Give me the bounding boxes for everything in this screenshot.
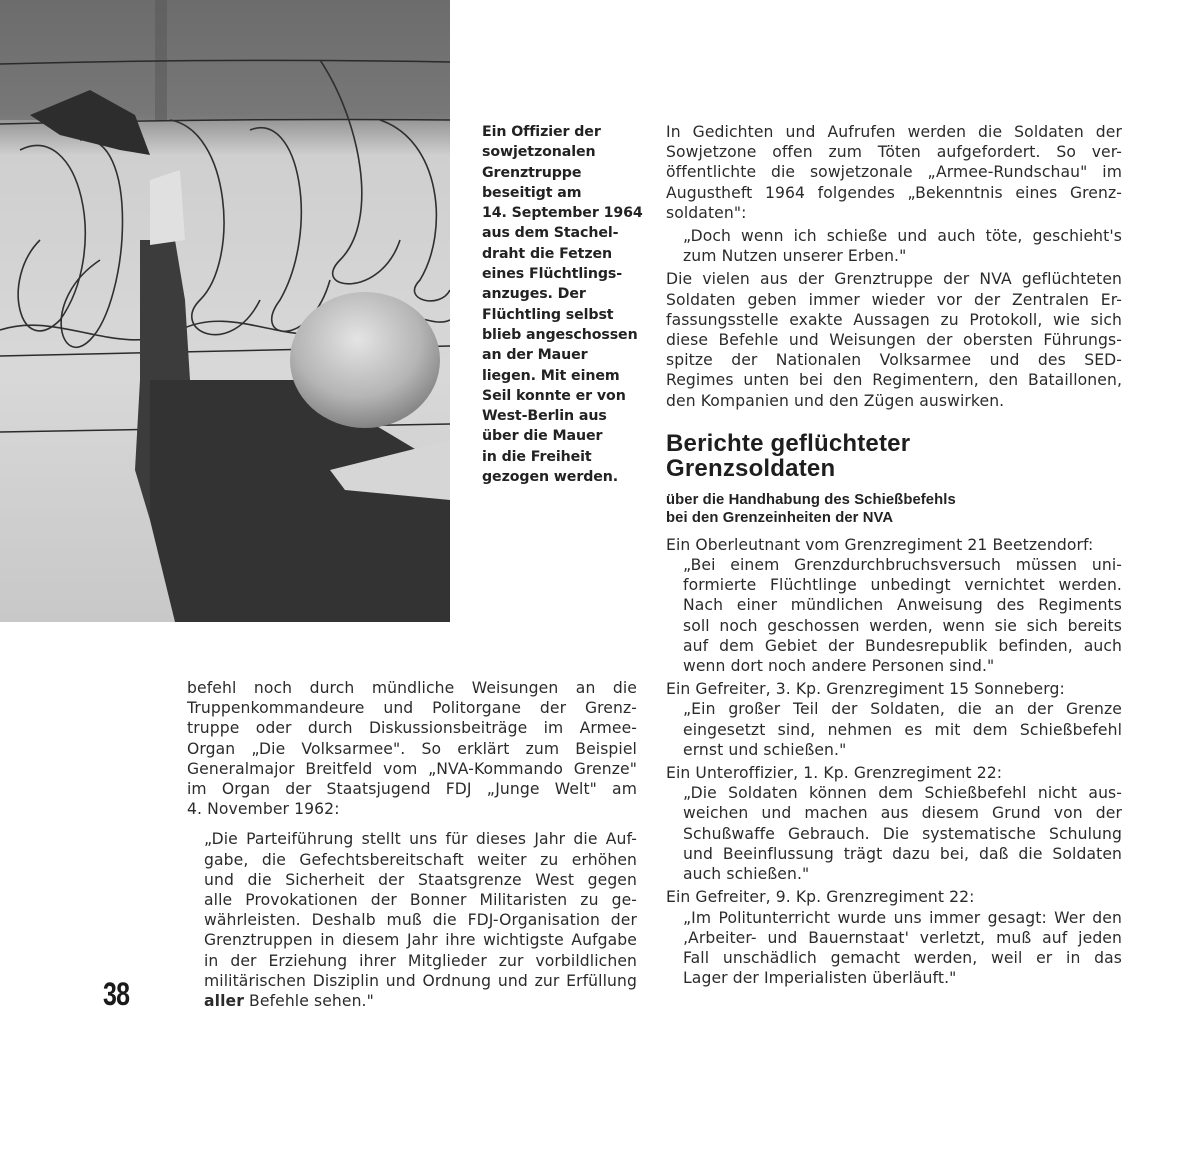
- caption-line: sowjetzonalen: [482, 144, 596, 161]
- text-line: weichen und machen aus diesem Grund von der: [683, 804, 1122, 823]
- hand: [150, 170, 185, 245]
- text-line: formierte Flüchtlinge unbedingt vernichtet werden.: [683, 576, 1122, 595]
- section-heading: [666, 431, 1122, 481]
- text-line: „Die Soldaten können dem Schießbefehl nicht aus-: [683, 784, 1122, 803]
- caption-line: Flüchtling selbst: [482, 306, 614, 323]
- caption-line: West-Berlin aus: [482, 408, 607, 425]
- text-line: soll noch geschossen werden, wenn sie sich bereits: [683, 616, 1122, 635]
- photo-illustration: [0, 0, 450, 622]
- subheading-line: über die Handhabung des Schießbefehls: [666, 491, 956, 508]
- heading-line: Berichte geflüchteter: [666, 429, 911, 457]
- text-fragment: Befehle sehen.": [243, 992, 374, 1011]
- text-line: Generalmajor Breitfeld vom „NVA-Kommando Grenze": [187, 759, 637, 778]
- report-1: [666, 535, 1122, 676]
- helmet: [290, 292, 440, 428]
- text-line: gabe, die Gefechtsbereitschaft weiter zu erhöhen: [204, 850, 637, 869]
- report-quote: [683, 699, 1122, 760]
- fdj-quote: [204, 829, 637, 1011]
- subheading-line: bei den Grenzeinheiten der NVA: [666, 509, 894, 526]
- caption-line: 14. September 1964: [482, 205, 643, 222]
- text-line: „Die Parteiführung stellt uns für dieses Jahr die Auf-: [204, 830, 637, 849]
- text-line: Lager der Imperialisten überläuft.": [683, 969, 957, 988]
- report-speaker: Ein Gefreiter, 9. Kp. Grenzregiment 22:: [666, 888, 975, 907]
- text-line: wenn dort noch andere Personen sind.": [683, 657, 995, 676]
- report-3: [666, 763, 1122, 884]
- text-line: Grenztruppen in diesem Jahr ihre wichtigste Aufgabe: [204, 931, 637, 950]
- report-speaker: Ein Unteroffizier, 1. Kp. Grenzregiment 22:: [666, 764, 1003, 783]
- text-line: „Ein großer Teil der Soldaten, die an der Grenze: [683, 700, 1122, 719]
- text-line: „Im Politunterricht wurde uns immer gesagt: Wer den: [683, 908, 1122, 927]
- heading-line: Grenzsoldaten: [666, 454, 836, 482]
- text-line: ernst und schießen.": [683, 740, 847, 759]
- report-quote: [683, 783, 1122, 884]
- text-line: und die Sicherheit der Staatsgrenze West gegen: [204, 870, 637, 889]
- text-line: militärischen Disziplin und Ordnung und zur Erfüllung: [204, 971, 637, 990]
- text-line: eingesetzt sind, nehmen es mit dem Schießbefehl: [683, 720, 1122, 739]
- text-line: Truppenkommandeure und Politorgane der Grenz-: [187, 699, 637, 718]
- text-line: den Kompanien und den Zügen auswirken.: [666, 391, 1005, 410]
- report-speaker: Ein Oberleutnant vom Grenzregiment 21 Beetzendorf:: [666, 535, 1094, 554]
- poem-quote: [683, 226, 1122, 266]
- report-quote: [683, 555, 1122, 676]
- post: [155, 0, 167, 120]
- caption-line: aus dem Stachel-: [482, 225, 619, 242]
- caption-line: draht die Fetzen: [482, 245, 613, 262]
- text-line: „Doch wenn ich schieße und auch töte, geschieht's: [683, 227, 1122, 246]
- report-4: [666, 887, 1122, 988]
- text-line: und Beeinflussung trägt dazu bei, daß die Soldaten: [683, 844, 1122, 863]
- text-line: soldaten":: [666, 203, 747, 222]
- text-line: währleisten. Deshalb muß die FDJ-Organisation der: [204, 911, 637, 930]
- text-line: Fall unschädlich gemacht werden, weil er in das: [683, 948, 1122, 967]
- caption-line: blieb angeschossen: [482, 326, 638, 343]
- intro-paragraph: [666, 122, 1122, 223]
- text-line: [204, 991, 637, 1011]
- text-line: zum Nutzen unserer Erben.": [683, 247, 907, 266]
- text-line: Augustheft 1964 folgendes „Bekenntnis eines Grenz-: [666, 183, 1122, 202]
- text-line: In Gedichten und Aufrufen werden die Soldaten der: [666, 123, 1122, 141]
- caption-line: liegen. Mit einem: [482, 367, 620, 384]
- caption-line: gezogen werden.: [482, 469, 619, 486]
- text-line: Regimes unten bei den Regimentern, den Bataillonen,: [666, 371, 1122, 390]
- right-column: [666, 122, 1122, 991]
- text-line: im Organ der Staatsjugend FDJ „Junge Welt" am: [187, 780, 637, 799]
- caption-line: beseitigt am: [482, 184, 582, 201]
- text-line: „Bei einem Grenzdurchbruchsversuch müssen uni-: [683, 556, 1122, 575]
- text-line: Soldaten geben immer wieder vor der Zentralen Er-: [666, 290, 1122, 309]
- text-line: truppe oder durch Diskussionsbeiträge im Armee-: [187, 719, 637, 738]
- caption-line: über die Mauer: [482, 428, 603, 445]
- text-line: Schußwaffe Gebrauch. Die systematische Schulung: [683, 824, 1122, 843]
- text-line: in der Erziehung ihrer Mitglieder zur vorbildlichen: [204, 951, 637, 970]
- text-line: alle Provokationen der Bonner Militaristen zu ge-: [204, 891, 637, 910]
- caption-line: anzuges. Der: [482, 286, 586, 303]
- text-line: ‚Arbeiter- und Bauernstaat' verletzt, muß auf jeden: [683, 928, 1122, 947]
- caption-line: in die Freiheit: [482, 448, 592, 465]
- caption-line: an der Mauer: [482, 347, 588, 364]
- emphasis-aller: aller: [204, 992, 244, 1011]
- text-line: Organ „Die Volksarmee". So erklärt zum Beispiel: [187, 739, 637, 758]
- text-line: öffentlichte die sowjetzonale „Armee-Rundschau" im: [666, 163, 1122, 182]
- page-number: 38: [103, 976, 130, 1012]
- left-column: [187, 678, 637, 1011]
- text-line: auch schießen.": [683, 865, 810, 884]
- photo-officer-at-barbed-wire: [0, 0, 450, 622]
- text-line: Sowjetzone offen zum Töten aufgefordert. So ver-: [666, 143, 1122, 162]
- continuation-paragraph: [187, 678, 637, 819]
- text-line: Nach einer mündlichen Anweisung des Regiments: [683, 596, 1122, 615]
- text-line: auf dem Gebiet der Bundesrepublik befinden, auch: [683, 636, 1122, 655]
- text-line: Die vielen aus der Grenztruppe der NVA geflüchteten: [666, 270, 1122, 289]
- caption-line: Grenztruppe: [482, 164, 582, 181]
- caption-line: Ein Offizier der: [482, 124, 601, 140]
- second-paragraph: [666, 269, 1122, 410]
- report-quote: [683, 908, 1122, 989]
- report-2: [666, 679, 1122, 760]
- text-line: spitze der Nationalen Volksarmee und des SED-: [666, 351, 1122, 370]
- section-subheading: [666, 491, 1122, 527]
- caption-line: Seil konnte er von: [482, 387, 626, 404]
- text-line: 4. November 1962:: [187, 800, 340, 819]
- text-line: befehl noch durch mündliche Weisungen an die: [187, 679, 637, 697]
- report-speaker: Ein Gefreiter, 3. Kp. Grenzregiment 15 Sonneberg:: [666, 680, 1065, 699]
- text-line: fassungsstelle exakte Aussagen zu Protokoll, wie sich: [666, 310, 1122, 329]
- photo-caption: [482, 122, 642, 487]
- caption-line: eines Flüchtlings-: [482, 266, 623, 283]
- text-line: diese Befehle und Weisungen der obersten Führungs-: [666, 331, 1122, 350]
